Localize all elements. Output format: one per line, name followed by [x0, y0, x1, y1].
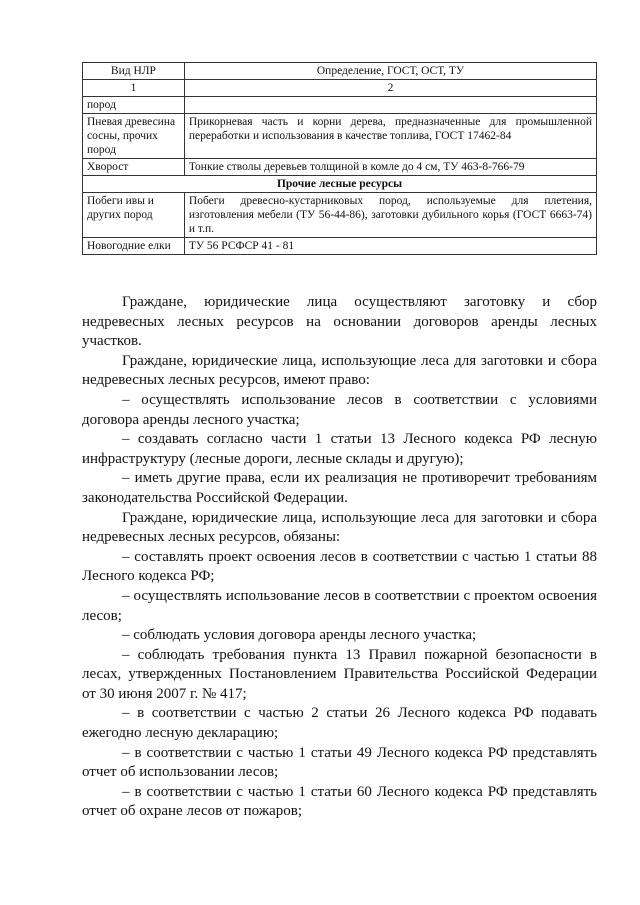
table-row — [83, 193, 597, 238]
list-item: – иметь другие права, если их реализация не противоречит требованиям законодательства Российской Федерации. — [82, 470, 597, 506]
body-text — [82, 293, 597, 822]
column-number-2: 2 — [184, 80, 596, 97]
definition-cell: Тонкие стволы деревьев толщиной в комле до 4 см, ТУ 463-8-766-79 — [184, 159, 596, 176]
table-row — [83, 238, 597, 255]
list-item: – в соответствии с частью 2 статьи 26 Лесного кодекса РФ подавать ежегодно лесную декларацию; — [82, 705, 597, 742]
list-item: – соблюдать требования пункта 13 Правил пожарной безопасности в лесах, утвержденных Постановлением Правительства Российской Федерации от 30 июня 2007 г. № 417; — [82, 646, 597, 702]
list-item: – осуществлять использование лесов в соответствии с условиями договора аренды лесного участка; — [82, 391, 597, 428]
list-item: – соблюдать условия договора аренды лесного участка; — [122, 627, 477, 644]
definition-cell — [184, 97, 596, 114]
list-item: – в соответствии с частью 1 статьи 49 Лесного кодекса РФ представлять отчет об использовании лесов; — [82, 744, 597, 781]
resource-type-cell: пород — [83, 97, 185, 114]
resource-type-cell: Новогодние елки — [83, 238, 185, 255]
header-cell-definition: Определение, ГОСТ, ОСТ, ТУ — [184, 63, 596, 80]
list-item: – осуществлять использование лесов в соответствии с проектом освоения лесов; — [82, 587, 597, 624]
table-number-row — [83, 80, 597, 97]
definition-cell: ТУ 56 РСФСР 41 - 81 — [184, 238, 596, 255]
list-item: – в соответствии с частью 1 статьи 60 Лесного кодекса РФ представлять отчет об охране лесов от пожаров; — [82, 783, 597, 820]
table-section-row — [83, 176, 597, 193]
nlr-table — [82, 62, 597, 255]
nlr-table-body — [83, 63, 597, 255]
paragraph: Граждане, юридические лица, использующие леса для заготовки и сбора недревесных лесных ресурсов, обязаны: — [82, 509, 597, 546]
definition-cell: Побеги древесно-кустарниковых пород, используемые для плетения, изготовления мебели (ТУ 56-44-86), заготовки дубильного корья (ГОСТ 6663-74) и т.п. — [184, 193, 596, 238]
resource-type-cell: Побеги ивы и других пород — [83, 193, 185, 238]
table-row — [83, 159, 597, 176]
table-header-row — [83, 63, 597, 80]
column-number-1: 1 — [83, 80, 185, 97]
list-item: – создавать согласно части 1 статьи 13 Лесного кодекса РФ лесную инфраструктуру (лесные дороги, лесные склады и другую); — [82, 431, 597, 467]
definition-cell: Прикорневая часть и корни дерева, предназначенные для промышленной переработки и использования в качестве топлива, ГОСТ 17462-84 — [184, 114, 596, 159]
section-heading: Прочие лесные ресурсы — [83, 176, 597, 193]
list-item: – составлять проект освоения лесов в соответствии с частью 1 статьи 88 Лесного кодекса РФ; — [82, 548, 597, 585]
paragraph: Граждане, юридические лица осуществляют заготовку и сбор недревесных лесных ресурсов на основании договоров аренды лесных участков. — [82, 294, 597, 350]
paragraph: Граждане, юридические лица, использующие леса для заготовки и сбора недревесных лесных ресурсов, имеют право: — [82, 352, 597, 389]
header-cell-type: Вид НЛР — [83, 63, 185, 80]
resource-type-cell: Пневая древесина сосны, прочих пород — [83, 114, 185, 159]
table-row — [83, 97, 597, 114]
resource-type-cell: Хворост — [83, 159, 185, 176]
table-row — [83, 114, 597, 159]
